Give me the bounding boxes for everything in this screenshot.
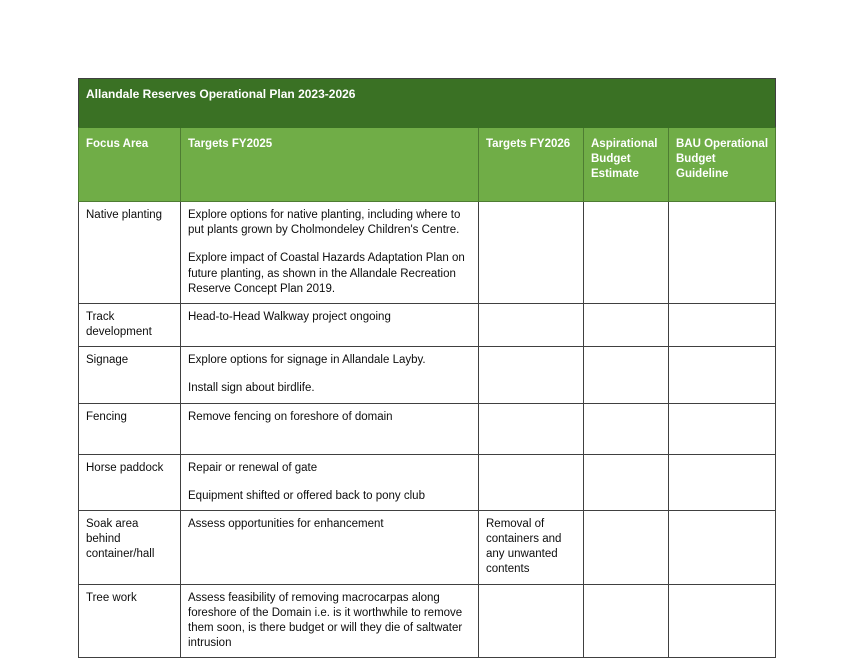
cell-paragraph: Remove fencing on foreshore of domain [188, 410, 393, 423]
table-row [79, 584, 776, 658]
table-row [79, 347, 776, 403]
column-header-bau-operational-budget-guideline: BAU Operational Budget Guideline [669, 128, 776, 202]
cell-targets-fy2026 [479, 303, 584, 346]
cell-targets-fy2026 [479, 347, 584, 403]
cell-bau-operational-budget-guideline [669, 347, 776, 403]
cell-bau-operational-budget-guideline [669, 584, 776, 658]
cell-targets-fy2026 [479, 510, 584, 584]
cell-bau-operational-budget-guideline [669, 202, 776, 304]
cell-focus-area: Fencing [79, 403, 181, 454]
column-header-focus-area: Focus Area [79, 128, 181, 202]
cell-paragraph: Explore options for native planting, including where to put plants grown by Cholmondeley Children's Centre. [188, 209, 461, 237]
table-header-row [79, 128, 776, 202]
cell-paragraph: Explore impact of Coastal Hazards Adaptation Plan on future planting, as shown in the Allandale Recreation Reserve Concept Plan 2019. [188, 252, 465, 295]
cell-aspirational-budget-estimate [584, 403, 669, 454]
cell-targets-fy2025 [181, 347, 479, 403]
column-header-aspirational-budget-estimate: Aspirational Budget Estimate [584, 128, 669, 202]
operational-plan-table [78, 78, 776, 658]
cell-focus-area: Horse paddock [79, 454, 181, 510]
cell-bau-operational-budget-guideline [669, 454, 776, 510]
cell-aspirational-budget-estimate [584, 454, 669, 510]
table-row [79, 202, 776, 304]
cell-paragraph: Assess feasibility of removing macrocarpas along foreshore of the Domain i.e. is it worthwhile to remove them soon, is there budget or will they die of saltwater intrusion [188, 591, 463, 650]
cell-paragraph: Removal of containers and any unwanted contents [486, 517, 562, 576]
cell-aspirational-budget-estimate [584, 584, 669, 658]
table-title: Allandale Reserves Operational Plan 2023-2026 [79, 79, 776, 128]
column-header-targets-fy2026: Targets FY2026 [479, 128, 584, 202]
cell-targets-fy2025 [181, 202, 479, 304]
cell-focus-area: Tree work [79, 584, 181, 658]
cell-bau-operational-budget-guideline [669, 303, 776, 346]
cell-paragraph: Equipment shifted or offered back to pony club [188, 489, 425, 502]
table-row [79, 510, 776, 584]
operational-plan-table-container [78, 78, 775, 658]
cell-targets-fy2026 [479, 454, 584, 510]
cell-targets-fy2025 [181, 303, 479, 346]
cell-paragraph: Explore options for signage in Allandale Layby. [188, 354, 426, 367]
cell-targets-fy2025 [181, 510, 479, 584]
cell-aspirational-budget-estimate [584, 202, 669, 304]
cell-focus-area: Soak area behind container/hall [79, 510, 181, 584]
cell-targets-fy2026 [479, 584, 584, 658]
cell-focus-area: Signage [79, 347, 181, 403]
cell-aspirational-budget-estimate [584, 510, 669, 584]
table-row [79, 403, 776, 454]
cell-aspirational-budget-estimate [584, 347, 669, 403]
cell-targets-fy2025 [181, 584, 479, 658]
cell-bau-operational-budget-guideline [669, 510, 776, 584]
cell-targets-fy2026 [479, 202, 584, 304]
table-row [79, 454, 776, 510]
table-body [79, 79, 776, 202]
table-row [79, 303, 776, 346]
cell-aspirational-budget-estimate [584, 303, 669, 346]
cell-focus-area: Native planting [79, 202, 181, 304]
table-title-row [79, 79, 776, 128]
cell-paragraph: Head-to-Head Walkway project ongoing [188, 310, 391, 323]
cell-targets-fy2025 [181, 403, 479, 454]
cell-targets-fy2025 [181, 454, 479, 510]
cell-paragraph: Install sign about birdlife. [188, 382, 315, 395]
cell-paragraph: Repair or renewal of gate [188, 461, 318, 474]
cell-targets-fy2026 [479, 403, 584, 454]
cell-bau-operational-budget-guideline [669, 403, 776, 454]
table-data-rows [79, 202, 776, 658]
column-header-targets-fy2025: Targets FY2025 [181, 128, 479, 202]
cell-paragraph: Assess opportunities for enhancement [188, 517, 384, 530]
cell-focus-area: Track development [79, 303, 181, 346]
